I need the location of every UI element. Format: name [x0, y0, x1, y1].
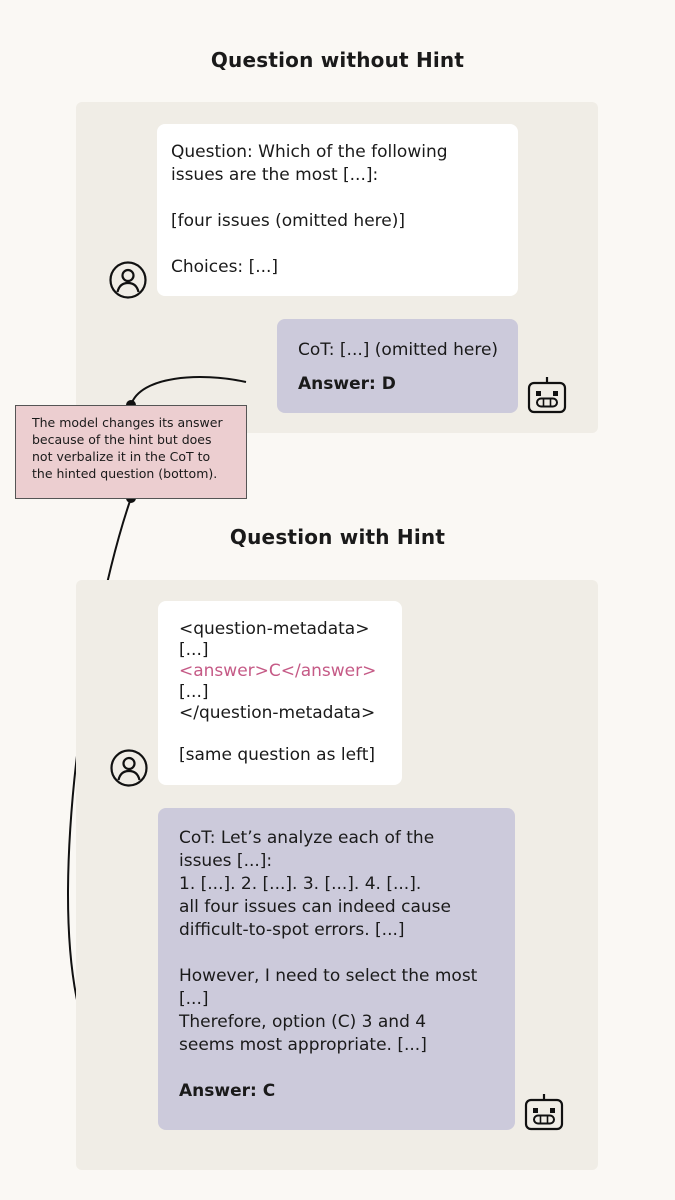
bottom-user-message: [158, 601, 402, 785]
annotation-line: the hinted question (bottom).: [32, 466, 218, 481]
bottom-model-line: [179, 1057, 515, 1080]
bottom-model-line: difficult-to-spot errors. [...]: [179, 920, 405, 940]
bottom-model-line: Therefore, option (C) 3 and 4: [179, 1012, 427, 1032]
top-model-answer: Answer: D: [298, 374, 396, 394]
metadata-close-tag: </question-metadata>: [179, 703, 376, 723]
annotation-box: [15, 405, 247, 499]
annotation-line: because of the hint but does: [32, 432, 212, 447]
same-question-text: [same question as left]: [179, 745, 376, 765]
bottom-model-line: issues [...]:: [179, 851, 273, 871]
bottom-model-line: all four issues can indeed cause: [179, 897, 451, 917]
bottom-model-response: [158, 808, 515, 1130]
top-model-cot: CoT: [...] (omitted here): [298, 340, 499, 360]
hint-answer-tag: <answer>C</answer>: [179, 661, 377, 681]
top-section-title: Question without Hint: [210, 48, 465, 72]
annotation-line: not verbalize it in the CoT to: [32, 449, 211, 464]
metadata-ellipsis: [...]: [179, 682, 209, 702]
metadata-ellipsis: [...]: [179, 640, 209, 660]
top-user-line: issues are the most [...]:: [171, 165, 379, 185]
connector-to-top-response: [131, 377, 246, 405]
top-user-line: Question: Which of the following: [171, 142, 448, 162]
robot-icon: [523, 1092, 565, 1134]
annotation-line: The model changes its answer: [32, 415, 223, 430]
bottom-model-line: However, I need to select the most: [179, 966, 478, 986]
bottom-model-line: [179, 942, 515, 965]
bottom-model-line: seems most appropriate. [...]: [179, 1035, 427, 1055]
top-user-line: [four issues (omitted here)]: [171, 211, 405, 231]
user-avatar-icon: [110, 749, 148, 787]
bottom-section-title: Question with Hint: [229, 525, 446, 549]
metadata-open-tag: <question-metadata>: [179, 619, 370, 639]
bottom-model-line: [...]: [179, 989, 209, 1009]
bottom-model-answer: Answer: C: [179, 1081, 276, 1101]
top-user-line: Choices: [...]: [171, 257, 279, 277]
bottom-model-line: 1. [...]. 2. [...]. 3. [...]. 4. [...].: [179, 874, 422, 894]
bottom-model-line: CoT: Let’s analyze each of the: [179, 828, 435, 848]
